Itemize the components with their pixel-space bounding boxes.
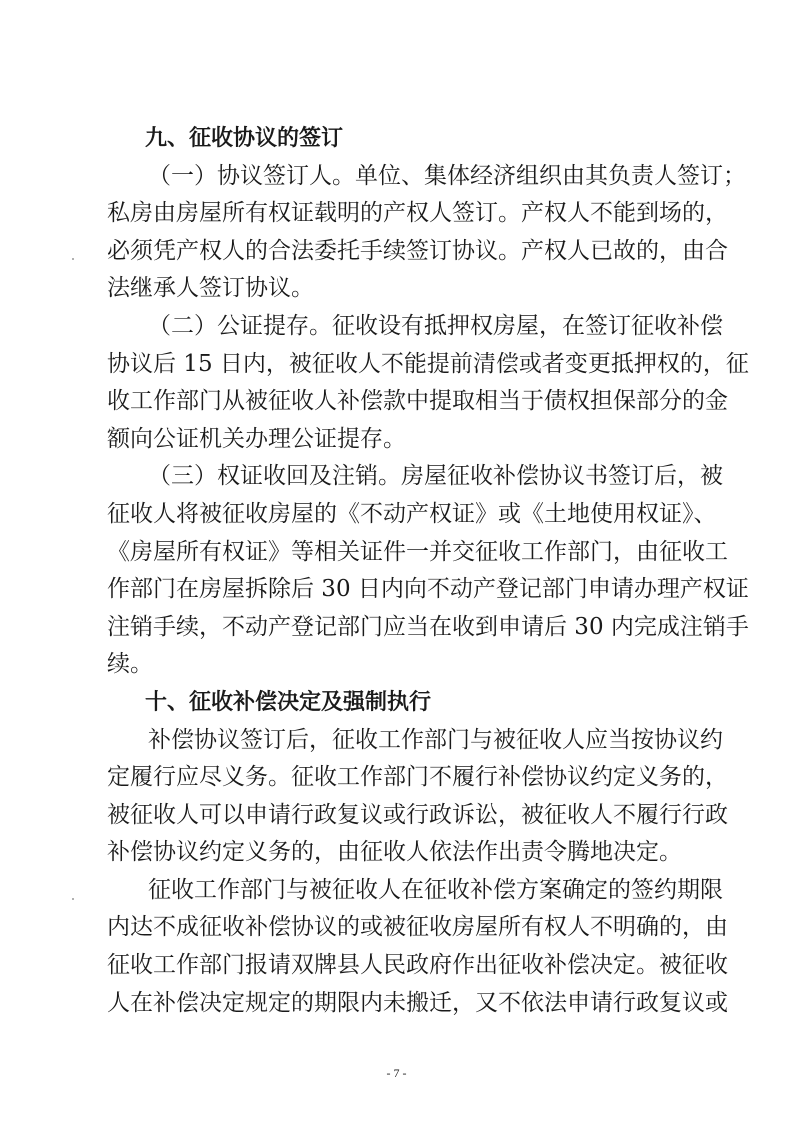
text-line: 法继承人签订协议。 (107, 275, 314, 302)
paragraph (107, 308, 749, 458)
section-9-paragraphs (107, 158, 749, 684)
scan-speck (72, 898, 74, 900)
text-line: 内达不成征收补偿协议的或被征收房屋所有权人不明确的，由 (107, 914, 728, 941)
text-line: 《房屋所有权证》等相关证件一并交征收工作部门，由征收工 (107, 538, 728, 565)
text-line: 补偿协议签订后，征收工作部门与被征收人应当按协议约 (148, 726, 723, 753)
text-line: 续。 (107, 651, 153, 678)
text-line: 征收工作部门与被征收人在征收补偿方案确定的签约期限 (148, 876, 723, 903)
text-line: （一）协议签订人。单位、集体经济组织由其负责人签订； (148, 162, 746, 189)
section-heading: 九、征收协议的签订 (145, 126, 344, 151)
paragraph (107, 872, 728, 1022)
paragraph (107, 722, 728, 872)
text-line: （二）公证提存。征收设有抵押权房屋，在签订征收补偿 (148, 312, 723, 339)
text-line: 征收工作部门报请双牌县人民政府作出征收补偿决定。被征收 (107, 952, 728, 979)
paragraph (107, 158, 746, 308)
page-number: - 7 - (386, 1066, 407, 1080)
text-line: 私房由房屋所有权证载明的产权人签订。产权人不能到场的， (107, 200, 728, 227)
text-line: 额向公证机关办理公证提存。 (107, 425, 406, 452)
paragraph (107, 458, 749, 684)
text-line: 作部门在房屋拆除后 30 日内向不动产登记部门申请办理产权证 (107, 576, 749, 603)
text-line: 补偿协议约定义务的，由征收人依法作出责令腾地决定。 (107, 839, 682, 866)
text-line: 人在补偿决定规定的期限内未搬迁，又不依法申请行政复议或 (107, 989, 728, 1016)
text-line: 协议后 15 日内，被征收人不能提前清偿或者变更抵押权的，征 (107, 350, 749, 377)
scan-speck (72, 258, 74, 260)
section-heading: 十、征收补偿决定及强制执行 (145, 689, 432, 715)
text-line: 征收人将被征收房屋的《不动产权证》或《土地使用权证》、 (107, 500, 717, 527)
document-body (107, 120, 749, 1022)
text-line: 被征收人可以申请行政复议或行政诉讼，被征收人不履行行政 (107, 801, 728, 828)
text-line: 注销手续，不动产登记部门应当在收到申请后 30 内完成注销手 (107, 613, 749, 640)
section-10-paragraphs (107, 722, 728, 1023)
text-line: 收工作部门从被征收人补偿款中提取相当于债权担保部分的金 (107, 388, 728, 415)
text-line: （三）权证收回及注销。房屋征收补偿协议书签订后，被 (148, 463, 723, 490)
text-line: 必须凭产权人的合法委托手续签订协议。产权人已故的，由合 (107, 237, 728, 264)
text-line: 定履行应尽义务。征收工作部门不履行补偿协议约定义务的， (107, 764, 728, 791)
